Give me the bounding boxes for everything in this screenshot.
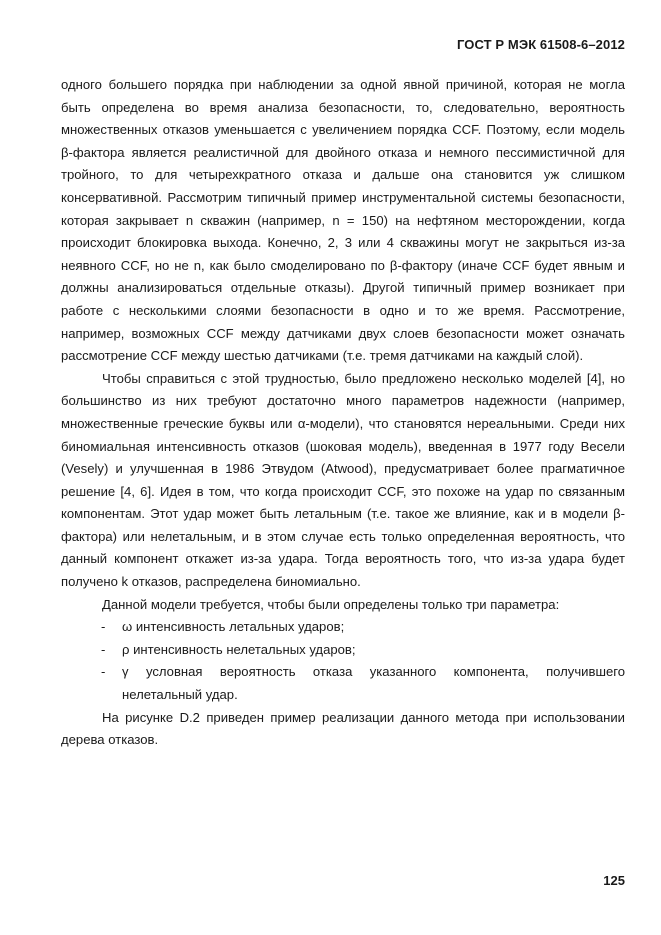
list-dash: - [101, 619, 106, 635]
paragraph-models: Чтобы справиться с этой трудностью, было предложено несколько моделей [4], но большинство из них требуют достаточно много параметров надежности (например, множественные греческие буквы или α-модели), что становятся нереальными. Среди них биномиальная интенсивность отказов (шоковая модель), введенная в 1977 году Весели (Vesely) и улучшенная в 1986 Этвудом (Atwood), предусматривает более прагматичное решение [4, 6]. Идея в том, что когда происходит CCF, это похоже на удар по связанным компонентам. Этот удар может быть летальным (т.е. такое же влияние, как и в модели β-фактора) или нелетальным, и в этом случае есть только определенная вероятность, что данный компонент откажет из-за удара. Тогда вероятность того, что из-за удара будет получено k отказов, распределена биномиально. [61, 370, 625, 590]
list-item-text: ρ интенсивность нелетальных ударов; [122, 641, 356, 657]
paragraph-parameters-intro: Данной модели требуется, чтобы были определены только три параметра: [102, 596, 560, 612]
list-item-text: γ условная вероятность отказа указанного компонента, получившего нелетальный удар. [122, 664, 625, 703]
list-dash: - [101, 641, 106, 657]
list-item [61, 639, 625, 662]
list-dash: - [101, 664, 106, 680]
paragraph-continued: одного большего порядка при наблюдении за одной явной причиной, которая не могла быть определена во время анализа безопасности, то, следовательно, вероятность множественных отказов уменьшается с увеличением порядка CCF. Поэтому, если модель β-фактора является реалистичной для двойного отказа и немного пессимистичной для тройного, то для четырехкратного отказа и дальше она становится уж слишком консервативной. Рассмотрим типичный пример инструментальной системы безопасности, которая закрывает n скважин (например, n = 150) на нефтяном месторождении, когда происходит блокировка выхода. Конечно, 2, 3 или 4 скважины могут не закрыться из-за неявного CCF, но не n, как было смоделировано по β-фактору (иначе CCF будет явным и должны анализироваться отдельные отказы). Другой типичный пример возникает при работе с несколькими слоями безопасности в одно и то же время. Рассмотрение, например, возможных CCF между датчиками двух слоев безопасности может означать рассмотрение CCF между шестью датчиками (т.е. тремя датчиками на каждый слой). [61, 77, 625, 364]
parameter-list [61, 616, 625, 706]
standard-header: ГОСТ Р МЭК 61508-6–2012 [457, 37, 625, 52]
body-text [61, 74, 625, 752]
page-number: 125 [603, 873, 625, 888]
list-item [61, 661, 625, 706]
paragraph-figure-reference: На рисунке D.2 приведен пример реализации данного метода при использовании дерева отказов. [61, 709, 625, 748]
list-item [61, 616, 625, 639]
list-item-text: ω интенсивность летальных ударов; [122, 619, 345, 635]
